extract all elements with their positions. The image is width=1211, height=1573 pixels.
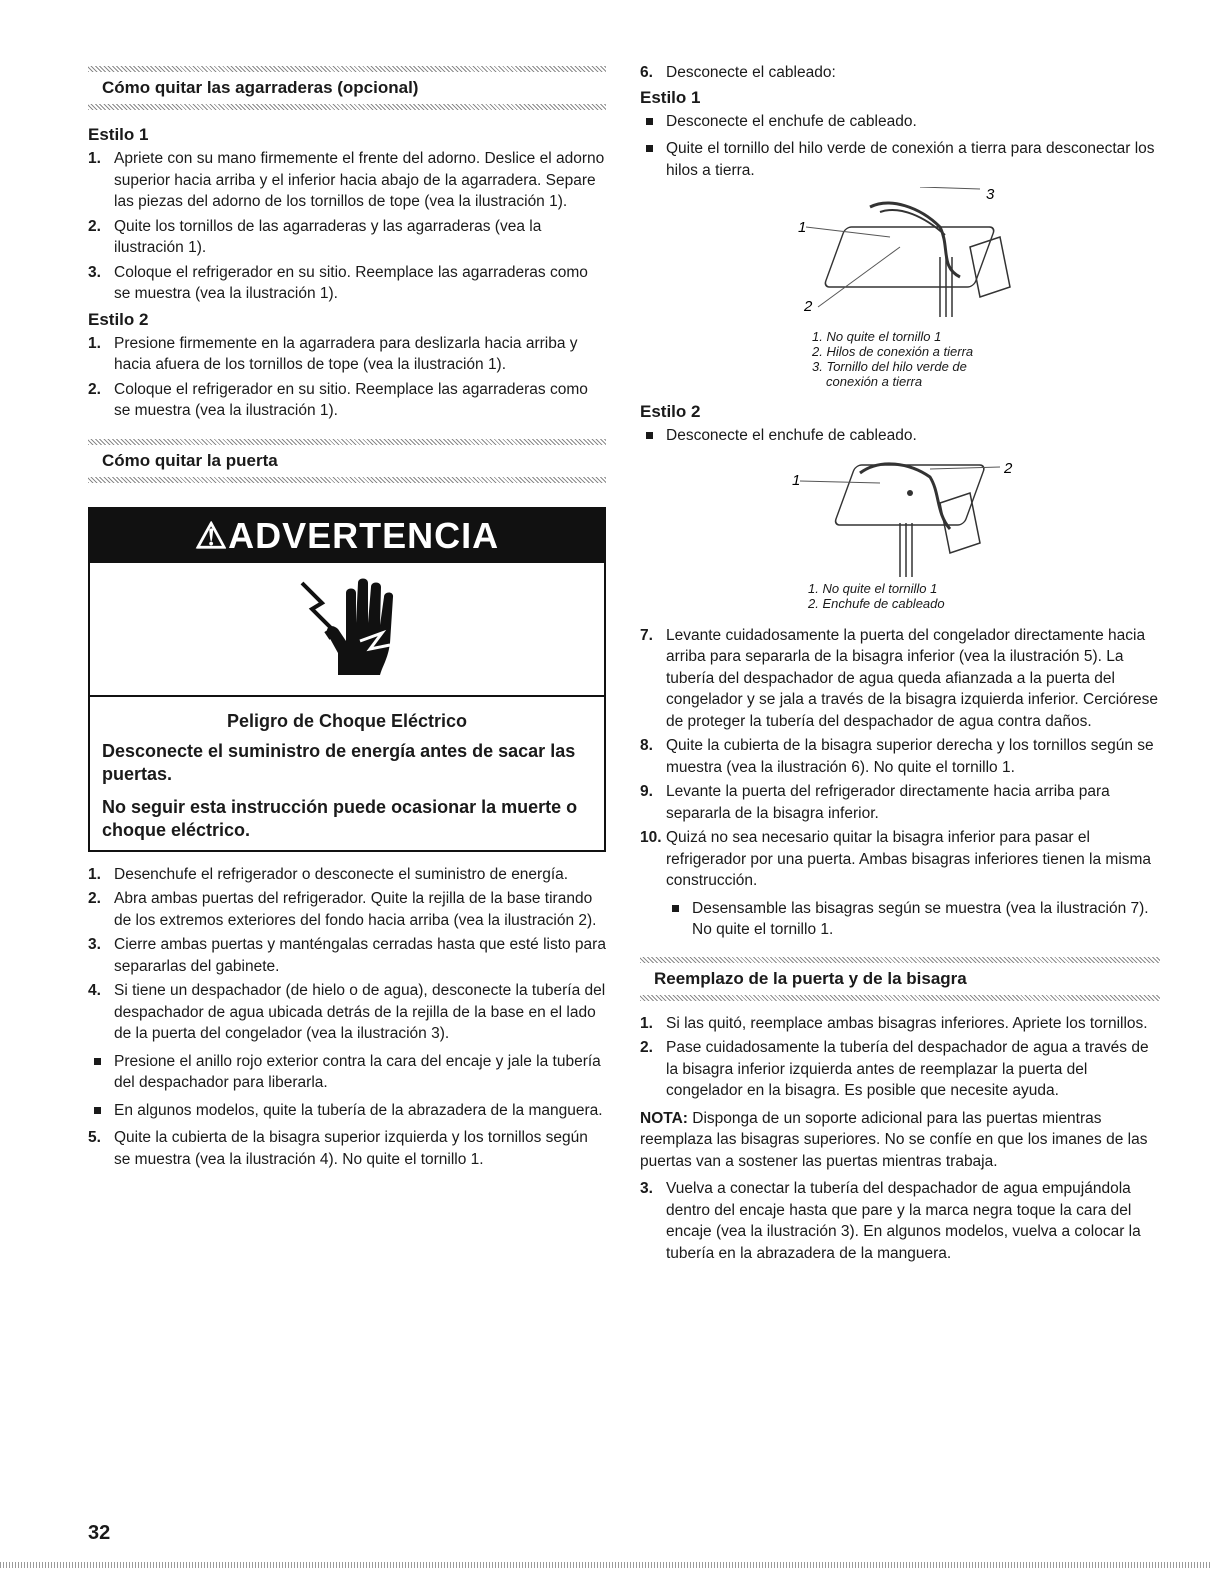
list-item: 5. Quite la cubierta de la bisagra superior izquierda y los tornillos según se muestra (vea la ilustración 4). No quite el tornillo 1. (88, 1129, 588, 1168)
list-item: 7. Levante cuidadosamente la puerta del congelador directamente hacia arriba para separarla de la bisagra inferior (vea la ilustración 5). La tubería del despachador de agua queda afianzada a la puerta del congelador y se jala a través de la bisagra izquierda inferior. Cerciórese de proteger la tubería del despachador de agua contra daños. (640, 626, 1158, 730)
list-item: 6. Desconecte el cableado: (640, 64, 836, 81)
list-item: 3. Coloque el refrigerador en su sitio. Reemplace las agarraderas como se muestra (vea la ilustración 1). (88, 263, 588, 302)
bullet-item: Desconecte el enchufe de cableado. (640, 111, 1160, 133)
figure-label: 2 (1004, 459, 1013, 477)
door-steps (88, 864, 606, 1171)
warning-box (88, 507, 606, 852)
right-style1-bullets (640, 111, 1160, 182)
section-rule (88, 66, 606, 72)
section-title-replace: Reemplazo de la puerta y de la bisagra (654, 968, 967, 988)
right-column (640, 0, 1160, 1267)
right-style1-heading: Estilo 1 (640, 87, 701, 107)
section-title-handles: Cómo quitar las agarraderas (opcional) (102, 78, 419, 97)
warning-instruction: Desconecte el suministro de energía antes de sacar las puertas. (102, 740, 576, 784)
step4-bullets (88, 1051, 606, 1122)
list-item: 9. Levante la puerta del refrigerador directamente hacia arriba para separarla de la bisagra inferior. (640, 783, 1110, 822)
list-item: 10. Quizá no sea necesario quitar la bisagra inferior para pasar el refrigerador por una puerta. Ambas bisagras inferiores tienen la misma construcción. Desensamble las bisagras según se muestra (vea la ilustración 7). No quite el tornillo 1. (640, 827, 1160, 941)
page-number: 32 (88, 1522, 111, 1544)
figure-label: 1 (792, 471, 801, 489)
step6 (640, 62, 1160, 84)
style1-heading: Estilo 1 (88, 125, 149, 144)
section-rule (88, 439, 606, 445)
style2-heading: Estilo 2 (88, 309, 149, 329)
figure-label: 2 (804, 298, 813, 315)
list-item: 2. Coloque el refrigerador en su sitio. Reemplace las agarraderas como se muestra (vea la ilustración 1). (88, 380, 588, 419)
warning-consequence: No seguir esta instrucción puede ocasionar la muerte o choque eléctrico. (102, 796, 578, 840)
wiring-figure-style1 (640, 187, 1160, 327)
warning-hazard: Peligro de Choque Eléctrico (226, 710, 468, 731)
list-item: 4. Si tiene un despachador (de hielo o de agua), desconecte la tubería del despachador de agua ubicada detrás de la rejilla de la base en el lado de la puerta del congelador (vea la ilustración 3). Presione el anillo rojo exterior contra la cara del encaje y jale la tubería del despachador para liberarla. En algunos modelos, quite la tubería de la abrazadera de la manguera. (88, 980, 606, 1121)
section-title-door: Cómo quitar la puerta (102, 450, 278, 470)
figure-caption-style2: 1. No quite el tornillo 1 2. Enchufe de cableado (808, 580, 945, 611)
replace-steps (640, 1013, 1160, 1102)
figure-label: 3 (986, 187, 995, 203)
section-rule (88, 104, 606, 110)
section-rule (88, 477, 606, 483)
right-style2-heading: Estilo 2 (640, 402, 701, 421)
figure-caption-style1: 1. No quite el tornillo 1 2. Hilos de conexión a tierra 3. Tornillo del hilo verde de conexión a tierra (812, 329, 974, 389)
section-rule (640, 957, 1160, 963)
left-column (88, 0, 606, 1173)
list-item: 1. Presione firmemente en la agarradera para deslizarla hacia arriba y hacia afuera de los tornillos de tope (vea la ilustración 1). (88, 334, 578, 373)
list-item: 1. Desenchufe el refrigerador o desconecte el suministro de energía. (88, 865, 569, 883)
list-item: 1. Apriete con su mano firmemente el frente del adorno. Deslice el adorno superior hacia arriba y el inferior hacia abajo de la agarradera. Separe las piezas del adorno de los tornillos de tope (vea la ilustración 1). (88, 150, 605, 210)
warning-triangle-icon: ⚠ (194, 514, 229, 556)
figure-label: 1 (798, 219, 807, 236)
right-style2-bullets (640, 425, 1160, 447)
warning-header: ⚠ADVERTENCIA (90, 509, 604, 563)
style1-steps (88, 148, 606, 305)
list-item: 8. Quite la cubierta de la bisagra superior derecha y los tornillos según se muestra (vea la ilustración 6). No quite el tornillo 1. (640, 737, 1154, 776)
bullet-item: Desensamble las bisagras según se muestra (vea la ilustración 7). No quite el tornillo 1. (666, 898, 1160, 941)
electric-shock-hand-icon (90, 563, 604, 697)
wiring-figure-style2 (640, 453, 1160, 577)
bullet-item: En algunos modelos, quite la tubería de la abrazadera de la manguera. (88, 1100, 606, 1122)
style2-steps (88, 333, 606, 422)
list-item: 1. Si las quitó, reemplace ambas bisagras inferiores. Apriete los tornillos. (640, 1014, 1148, 1032)
step10-bullets (666, 898, 1160, 941)
note-label: NOTA: (640, 1109, 688, 1127)
bullet-item: Quite el tornillo del hilo verde de conexión a tierra para desconectar los hilos a tierra. (640, 138, 1160, 181)
list-item: 2. Pase cuidadosamente la tubería del despachador de agua a través de la bisagra inferior izquierda antes de reemplazar la puerta del congelador en la bisagra. Es posible que necesite ayuda. (640, 1039, 1149, 1099)
replace-step3 (640, 1178, 1160, 1264)
list-item: 2. Abra ambas puertas del refrigerador. Quite la rejilla de la base tirando de los extremos exteriores del fondo hacia arriba (vea la ilustración 2). (88, 890, 597, 929)
list-item: 2. Quite los tornillos de las agarraderas y las agarraderas (vea la ilustración 1). (88, 217, 542, 256)
section-rule (640, 995, 1160, 1001)
bottom-rule (0, 1562, 1211, 1568)
warning-text (90, 697, 604, 850)
list-item: 3. Cierre ambas puertas y manténgalas cerradas hasta que esté listo para separarlas del gabinete. (88, 936, 606, 975)
note: NOTA: Disponga de un soporte adicional para las puertas mientras reemplaza las bisagras superiores. No se confíe en que los imanes de las puertas van a sostener las puertas mientras trabaja. (640, 1109, 1148, 1170)
right-steps (640, 625, 1160, 941)
bullet-item: Desconecte el enchufe de cableado. (640, 425, 1160, 447)
bullet-item: Presione el anillo rojo exterior contra la cara del encaje y jale la tubería del despachador para liberarla. (88, 1051, 606, 1094)
list-item: 3. Vuelva a conectar la tubería del despachador de agua empujándola dentro del encaje hasta que pare y la marca negra toque la cara del encaje (vea la ilustración 3). En algunos modelos, vuelva a colocar la tubería en la abrazadera de la manguera. (640, 1180, 1141, 1262)
